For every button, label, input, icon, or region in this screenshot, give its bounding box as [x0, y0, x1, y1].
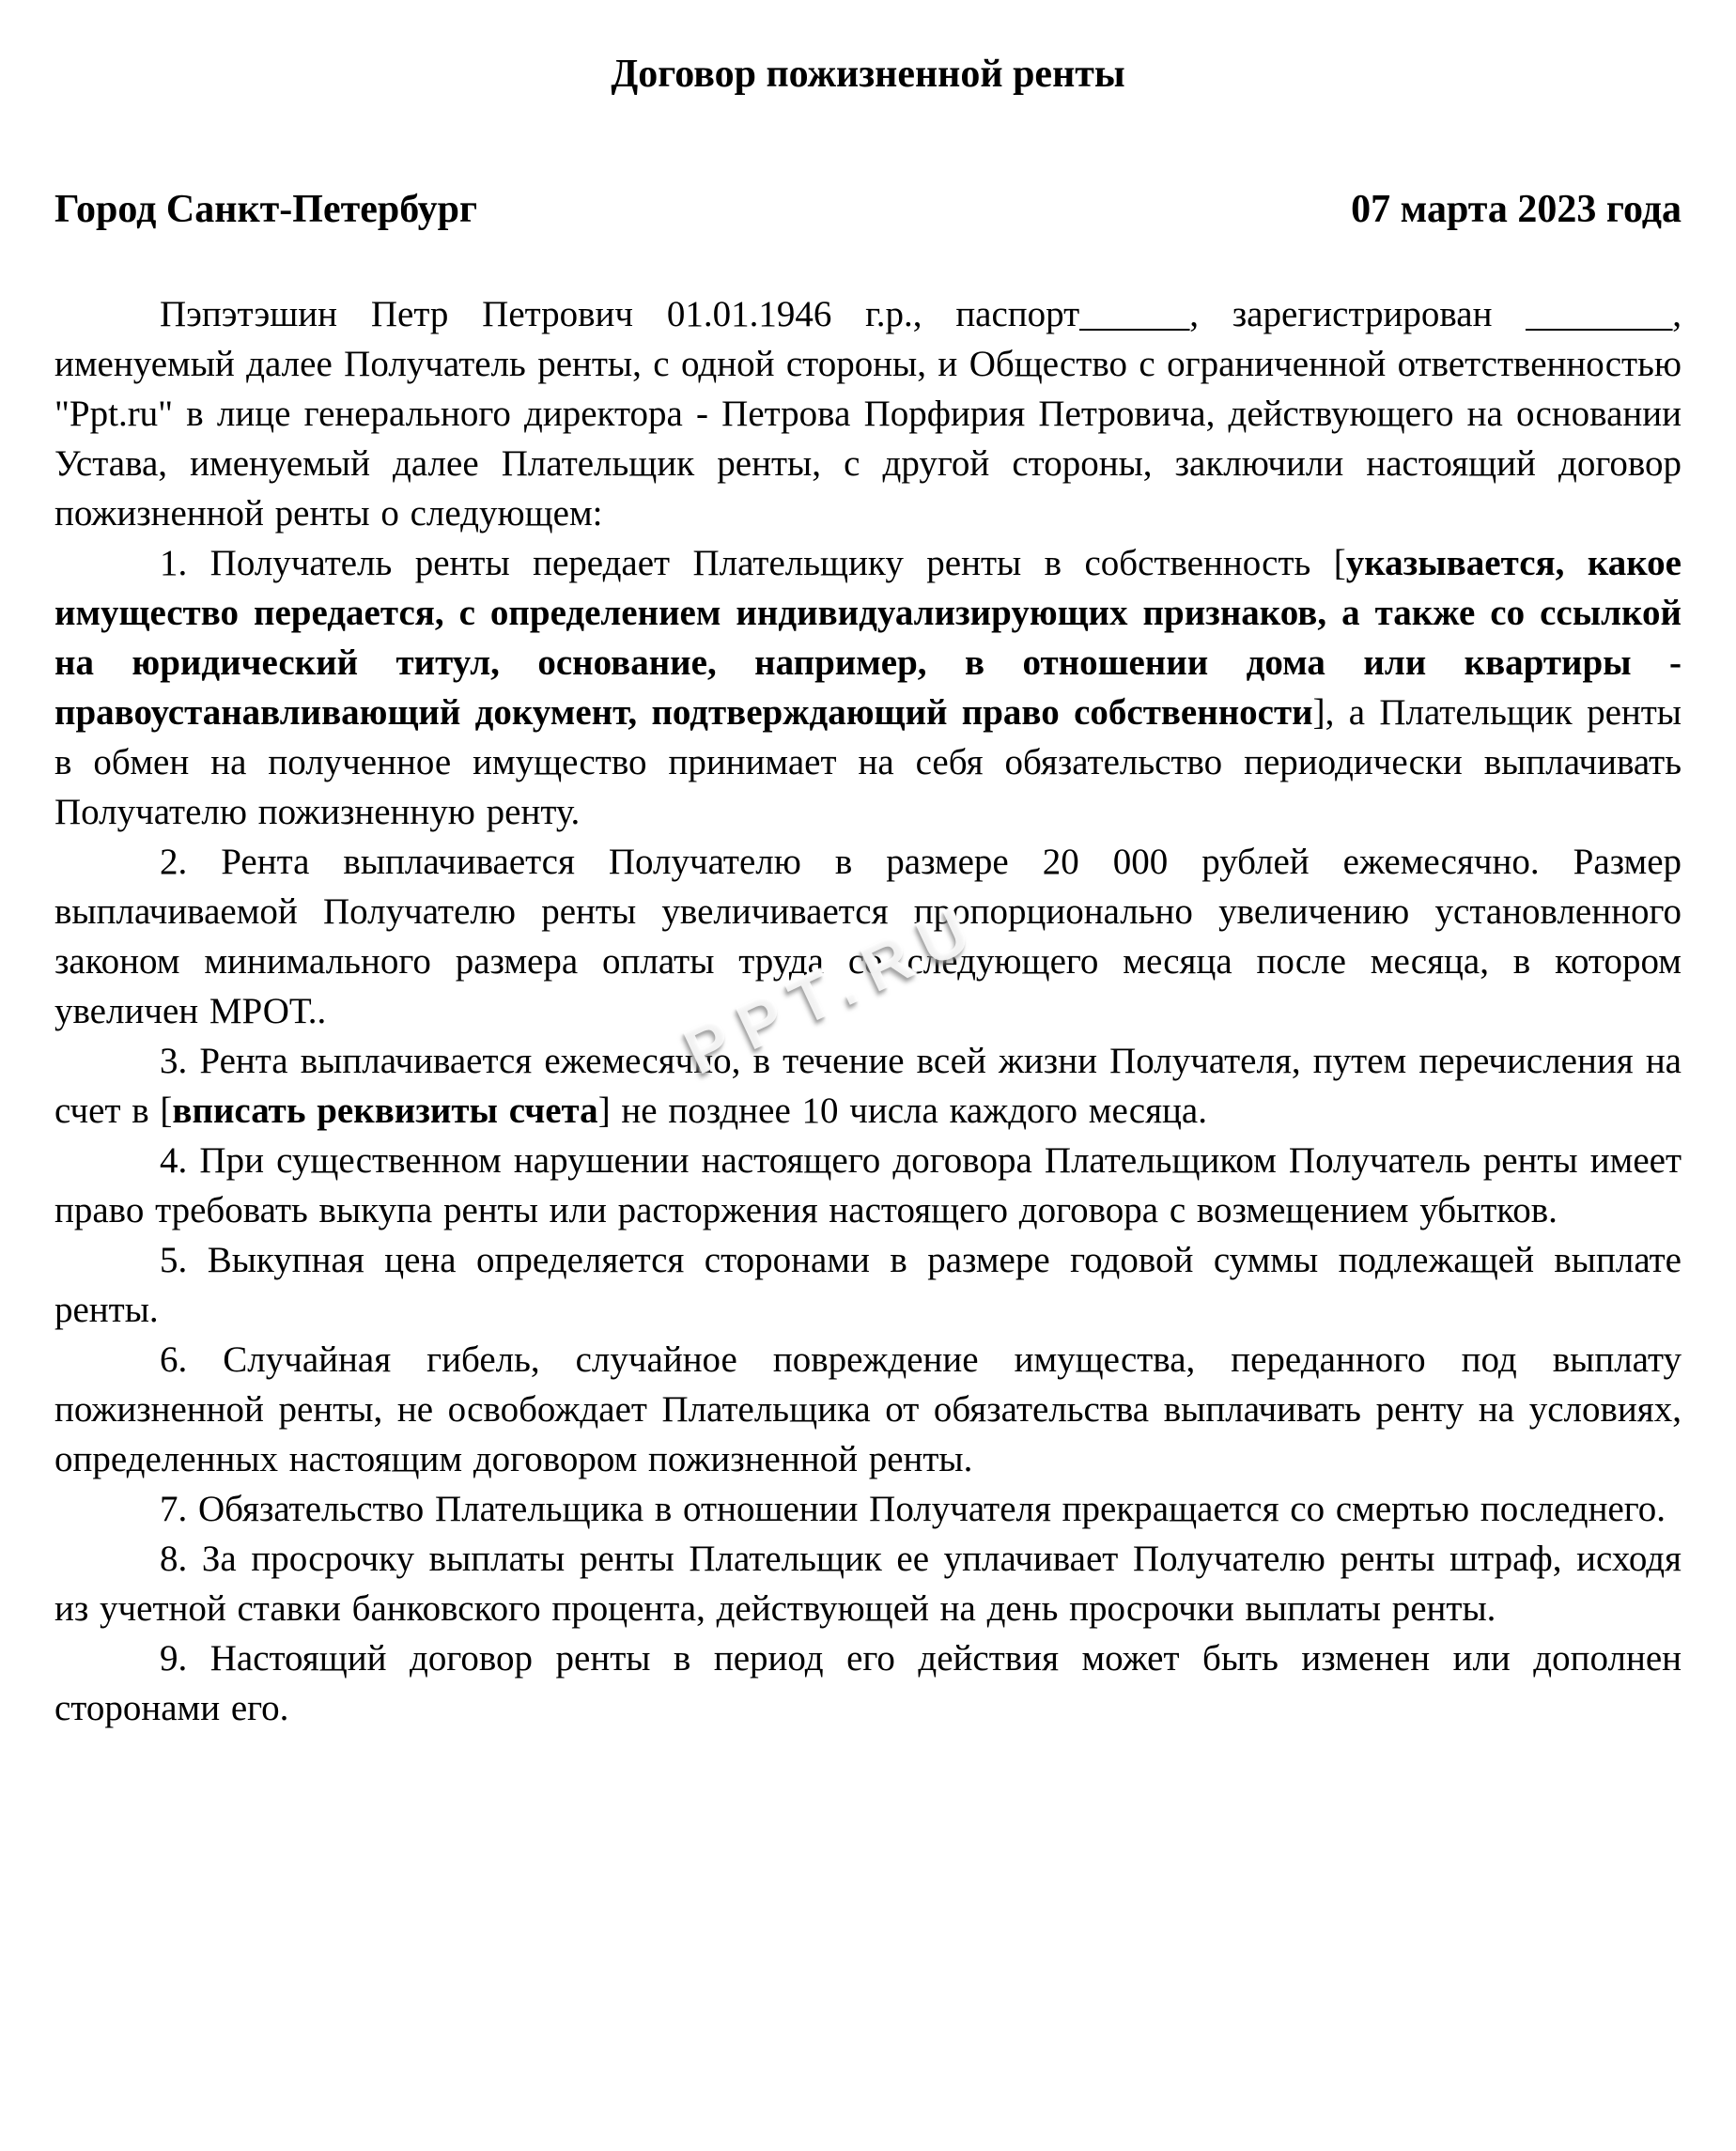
paragraph	[54, 1335, 1682, 1484]
city-date-row	[54, 186, 1682, 233]
text-segment: 7. Обязательство Плательщика в отношении Получателя прекращается со смертью последнего.	[160, 1489, 1666, 1529]
text-segment: 3. Рента выплачивается ежемесячно, в течение всей жизни Получателя, путем перечисления на счет в [	[54, 1041, 1682, 1131]
text-segment: 2. Рента выплачивается Получателю в размере 20 000 рублей ежемесячно. Размер выплачиваемой Получателю ренты увеличивается пропорционально увеличению установленного законом минимального размера оплаты труда со следующего месяца после месяца, в котором увеличен МРОТ..	[54, 842, 1682, 1031]
document-body	[54, 289, 1682, 1733]
paragraph	[54, 1036, 1682, 1136]
paragraph	[54, 538, 1682, 837]
bold-text-segment: вписать реквизиты счета	[172, 1091, 598, 1131]
document-date: 07 марта 2023 года	[1351, 188, 1682, 231]
bold-text-segment: указывается, какое имущество передается, с определением индивидуализирующих признаков, а также со ссылкой на юридический титул, основание, например, в отношении дома или квартиры - правоустанавливающий документ, подтверждающий право собственности	[54, 543, 1682, 733]
document-title: Договор пожизненной ренты	[611, 53, 1125, 96]
paragraph	[54, 1136, 1682, 1235]
text-segment: Пэпэтэшин Петр Петрович 01.01.1946 г.р., паспорт______, зарегистрирован ________, именуемый далее Получатель ренты, с одной стороны, и Общество с ограниченной ответственностью "Ppt.ru" в лице генерального директора - Петрова Порфирия Петровича, действующего на основании Устава, именуемый далее Плательщик ренты, с другой стороны, заключили настоящий договор пожизненной ренты о следующем:	[54, 294, 1682, 534]
paragraph	[54, 1534, 1682, 1633]
text-segment: ], а Плательщик ренты в обмен на полученное имущество принимает на себя обязательство периодически выплачивать Получателю пожизненную ренту.	[54, 692, 1682, 832]
paragraph	[54, 1235, 1682, 1335]
text-segment: 6. Случайная гибель, случайное повреждение имущества, переданного под выплату пожизненной ренты, не освобождает Плательщика от обязательства выплачивать ренту на условиях, определенных настоящим договором пожизненной ренты.	[54, 1339, 1682, 1479]
document-city: Город Санкт-Петербург	[54, 188, 478, 231]
text-segment: 1. Получатель ренты передает Плательщику ренты в собственность [	[160, 543, 1346, 583]
text-segment: ] не позднее 10 числа каждого месяца.	[597, 1091, 1207, 1131]
ppt-ru-watermark: PPT.RU	[673, 887, 993, 1089]
text-segment: 5. Выкупная цена определяется сторонами в размере годовой суммы подлежащей выплате ренты.	[54, 1240, 1682, 1330]
text-segment: 8. За просрочку выплаты ренты Плательщик ее уплачивает Получателю ренты штраф, исходя из учетной ставки банковского процента, действующей на день просрочки выплаты ренты.	[54, 1539, 1682, 1629]
paragraph	[54, 289, 1682, 538]
paragraph	[54, 1484, 1682, 1534]
text-segment: 9. Настоящий договор ренты в период его действия может быть изменен или дополнен сторонами его.	[54, 1638, 1682, 1728]
paragraph	[54, 837, 1682, 1036]
text-segment: 4. При существенном нарушении настоящего договора Плательщиком Получатель ренты имеет право требовать выкупа ренты или расторжения настоящего договора с возмещением убытков.	[54, 1140, 1682, 1230]
paragraph	[54, 1633, 1682, 1733]
